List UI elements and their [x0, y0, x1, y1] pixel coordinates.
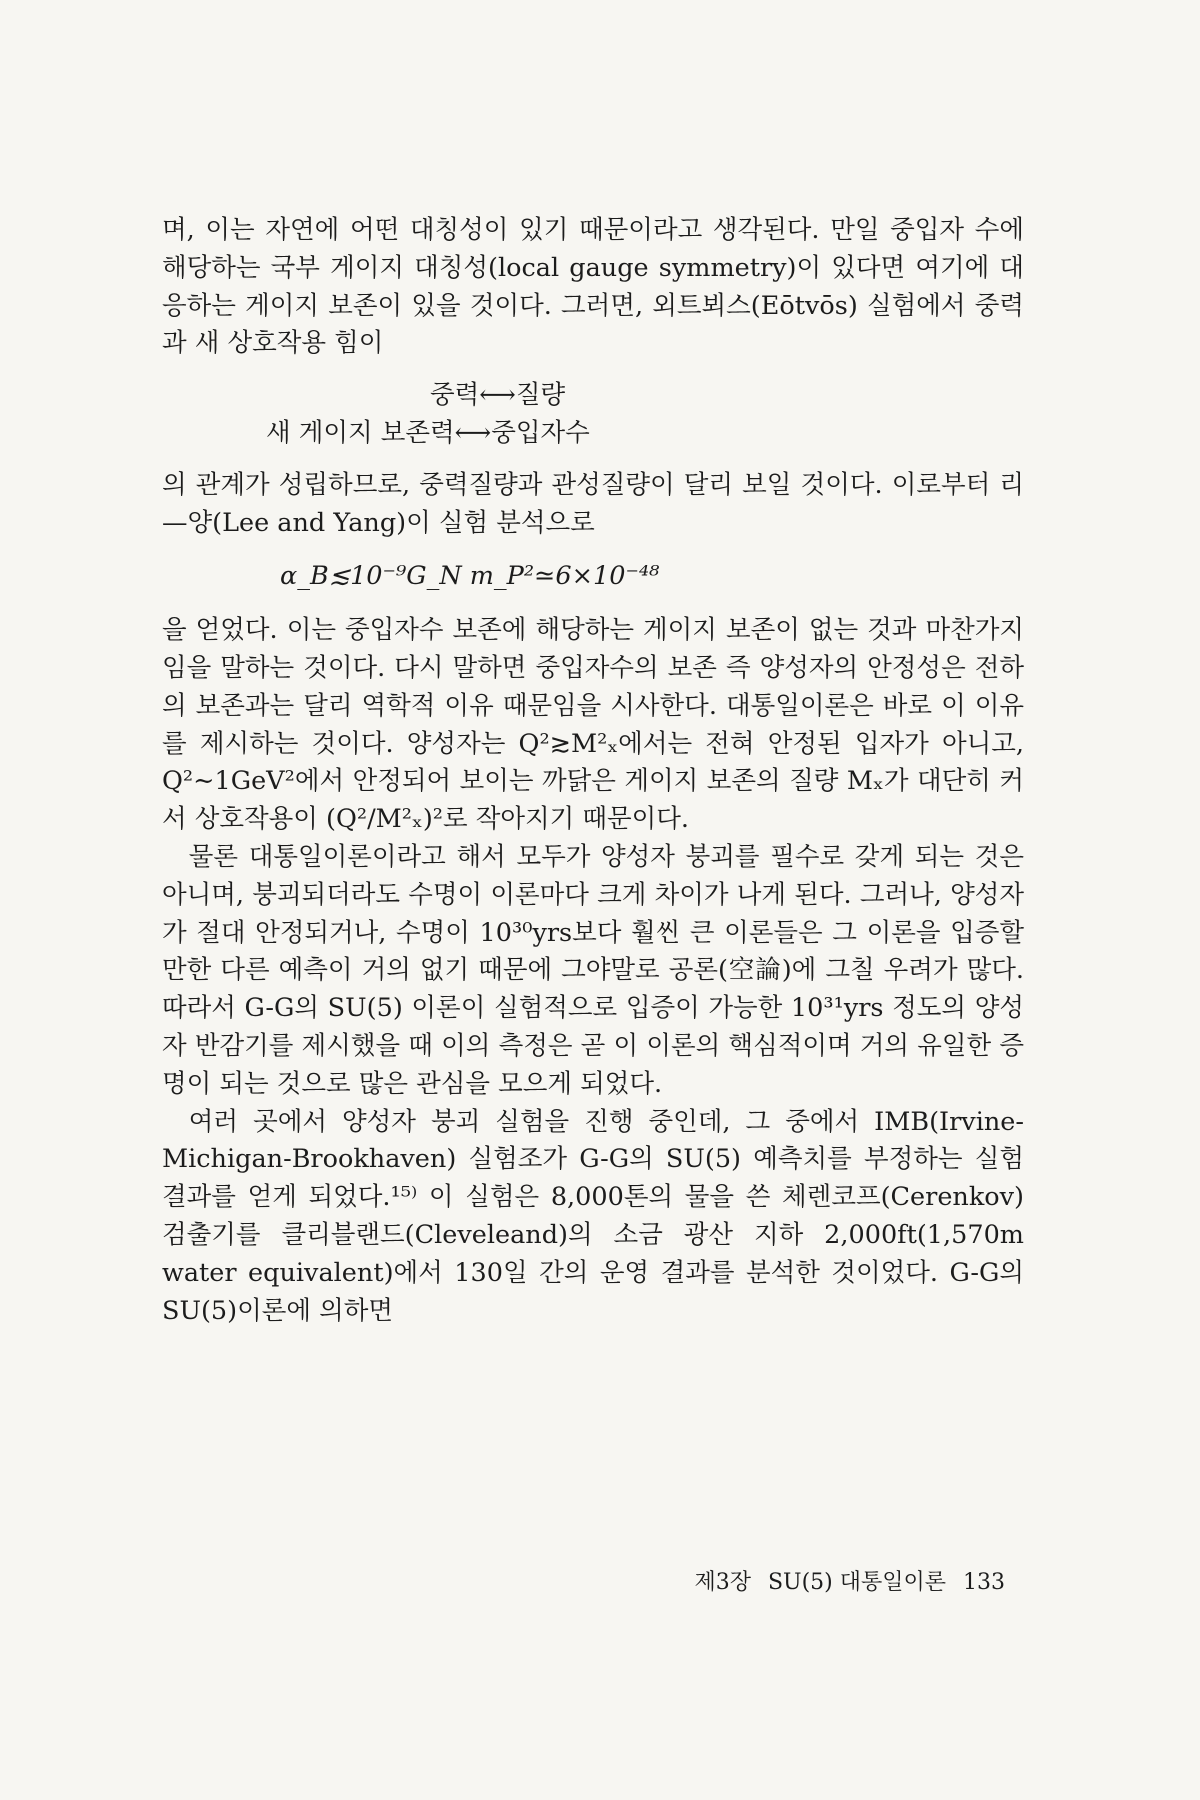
paragraph-3: 을 얻었다. 이는 중입자수 보존에 해당하는 게이지 보존이 없는 것과 마찬가지임을 말하는 것이다. 다시 말하면 중입자수의 보존 즉 양성자의 안정성은 전하의 보존과는 달리 역학적 이유 때문임을 시사한다. 대통일이론은 바로 이 이유를 제시하는 것이다. 양성자는 Q²≳M²ₓ에서는 전혀 안정된 입자가 아니고, Q²∼1GeV²에서 안정되어 보이는 까닭은 게이지 보존의 질량 Mₓ가 대단히 커서 상호작용이 (Q²/M²ₓ)²로 작아지기 때문이다.	[162, 615, 1024, 835]
chapter-title: SU(5) 대통일이론	[767, 1570, 946, 1595]
paragraph-4: 물론 대통일이론이라고 해서 모두가 양성자 붕괴를 필수로 갖게 되는 것은 아니며, 붕괴되더라도 수명이 이론마다 크게 차이가 나게 된다. 그러나, 양성자가 절대 안정되거나, 수명이 10³⁰yrs보다 훨씬 큰 이론들은 그 이론을 입증할 만한 다른 예측이 거의 없기 때문에 그야말로 공론(空論)에 그칠 우려가 많다. 따라서 G-G의 SU(5) 이론이 실험적으로 입증이 가능한 10³¹yrs 정도의 양성자 반감기를 제시했을 때 이의 측정은 곧 이 이론의 핵심적이며 거의 유일한 증명이 되는 것으로 많은 관심을 모으게 되었다.	[162, 841, 1024, 1099]
paragraph-1: 며, 이는 자연에 어떤 대칭성이 있기 때문이라고 생각된다. 만일 중입자 수에 해당하는 국부 게이지 대칭성(local gauge symmetry)이 있다면 여기에 대응하는 게이지 보존이 있을 것이다. 그러면, 외트뵈스(Eōtvōs) 실험에서 중력과 새 상호작용 힘이	[162, 215, 1024, 359]
chapter-label: 제3장	[694, 1570, 751, 1595]
page-number: 133	[963, 1570, 1005, 1595]
relation-gravity-mass: 중력⟷질량	[430, 380, 566, 411]
relation-gauge-baryon: 새 게이지 보존력⟷중입자수	[266, 417, 590, 448]
coupling-bound-formula: α_B≲10⁻⁹G_N m_P²≃6×10⁻⁴⁸	[280, 561, 660, 592]
paragraph-5: 여러 곳에서 양성자 붕괴 실험을 진행 중인데, 그 중에서 IMB(Irvine-Michigan-Brookhaven) 실험조가 G-G의 SU(5) 예측치를 부정하는 실험 결과를 얻게 되었다.¹⁵⁾ 이 실험은 8,000톤의 물을 쓴 체렌코프(Cerenkov) 검출기를 클리블랜드(Cleveleand)의 소금 광산 지하 2,000ft(1,570m water equivalent)에서 130일 간의 운영 결과를 분석한 것이었다. G-G의 SU(5)이론에 의하면	[162, 1106, 1024, 1326]
paragraph-2: 의 관계가 성립하므로, 중력질량과 관성질량이 달리 보일 것이다. 이로부터 리—양(Lee and Yang)이 실험 분석으로	[162, 469, 1024, 538]
body-text	[162, 212, 1024, 1330]
page-footer	[635, 1565, 1005, 1596]
